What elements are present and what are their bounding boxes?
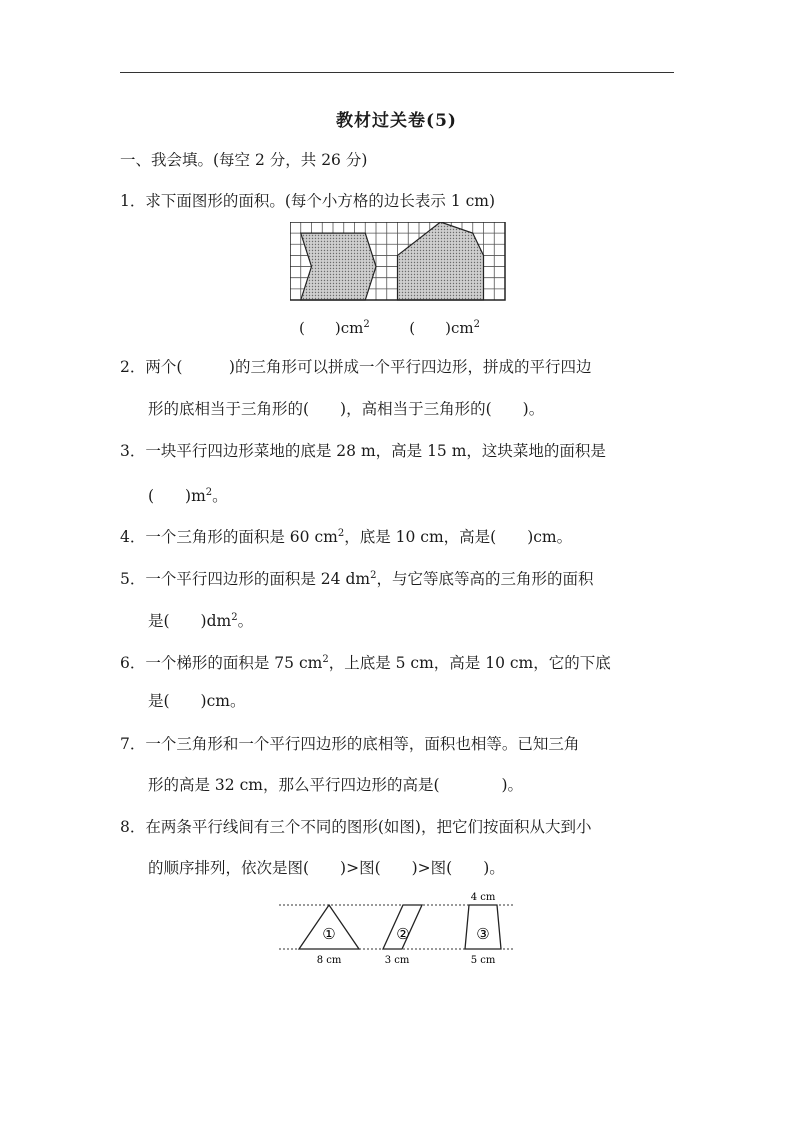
question-1-text: 1．求下面图形的面积。(每个小方格的边长表示 1 cm) [120, 192, 496, 210]
label-4cm: 4 cm [470, 892, 496, 903]
shape-3-label: ③ [476, 925, 490, 943]
arrow-shape [301, 233, 376, 300]
question-4-text: 4．一个三角形的面积是 60 $cm^2$，底是 10 cm，高是( )cm。 [120, 528, 573, 547]
answer-blank-left[interactable]: ( )$cm^2$ [299, 319, 370, 337]
answer-blank-right[interactable]: ( )$cm^2$ [409, 319, 480, 337]
label-3cm: 3 cm [384, 955, 410, 966]
parallel-lines-figure [279, 886, 519, 970]
question-3-line-1: 3．一块平行四边形菜地的底是 28 m，高是 15 m，这块菜地的面积是 [120, 442, 606, 460]
question-6-line-2: 是( )cm。 [148, 692, 246, 710]
page-title: 教材过关卷(5) [336, 111, 457, 131]
question-2-line-2: 形的底相当于三角形的( )，高相当于三角形的( )。 [148, 400, 545, 418]
question-8-line-1: 8．在两条平行线间有三个不同的图形(如图)，把它们按面积从大到小 [120, 818, 592, 836]
question-5-line-1: 5．一个平行四边形的面积是 24 $dm^2$，与它等底等高的三角形的面积 [120, 570, 594, 589]
question-1-answers [299, 317, 480, 338]
question-2-line-1: 2．两个( )的三角形可以拼成一个平行四边形，拼成的平行四边 [120, 358, 592, 376]
question-6-line-1: 6．一个梯形的面积是 75 $cm^2$，上底是 5 cm，高是 10 cm，它的下底 [120, 654, 611, 673]
question-7-line-2: 形的高是 32 cm，那么平行四边形的高是( )。 [148, 776, 524, 794]
question-3-line-2: ( )$m^2$。 [148, 487, 228, 506]
section-heading: 一、我会填。(每空 2 分，共 26 分) [120, 151, 368, 169]
header-rule [120, 72, 674, 73]
label-8cm: 8 cm [316, 955, 342, 966]
question-5-line-2: 是( )$dm^2$。 [148, 612, 254, 631]
question-8-line-2: 的顺序排列，依次是图( )>图( )>图( )。 [148, 859, 505, 877]
shape-1-label: ① [322, 925, 336, 943]
area-grid-figure [290, 222, 506, 302]
pentagon-shape [398, 222, 484, 300]
question-7-line-1: 7．一个三角形和一个平行四边形的底相等，面积也相等。已知三角 [120, 735, 580, 753]
shape-2-label: ② [396, 925, 410, 943]
label-5cm: 5 cm [470, 955, 496, 966]
